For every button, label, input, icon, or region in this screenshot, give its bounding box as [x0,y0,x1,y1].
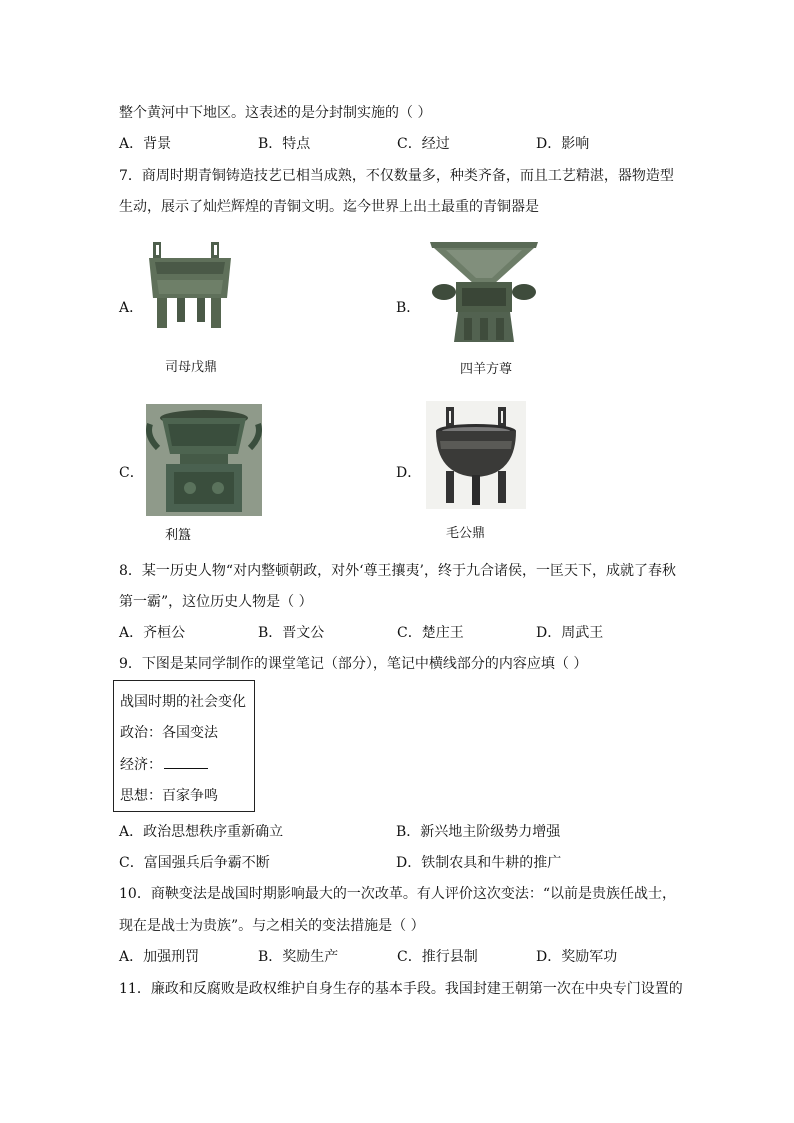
q8-option-a: A．齐桓公 [119,625,186,641]
maogong-ding-image [426,401,526,509]
q10-option-b: B．奖励生产 [258,949,339,965]
q7-label-a: A． [119,300,144,316]
q8-option-c: C．楚庄王 [397,625,464,641]
q9-option-c: C．富国强兵后争霸不断 [119,855,270,871]
q8-option-d: D．周武王 [536,625,604,641]
q8-line2: 第一霸”，这位历史人物是（ ） [119,594,313,610]
simuwu-ding-image [145,240,235,332]
notes-politics: 政治：各国变法 [120,725,218,741]
q6-option-b: B．特点 [258,136,311,152]
q11-line1: 11．廉政和反腐败是政权维护自身生存的基本手段。我国封建王朝第一次在中央专门设置的 [119,981,683,997]
q6-option-c: C．经过 [397,136,450,152]
q10-option-c: C．推行县制 [397,949,478,965]
q7-line2: 生动，展示了灿烂辉煌的青铜文明。迄今世界上出土最重的青铜器是 [119,199,539,215]
q9-option-d: D．铁制农具和牛耕的推广 [396,855,562,871]
q7-caption-d: 毛公鼎 [446,526,486,541]
notes-blank [164,756,208,769]
notes-economy: 经济： [120,757,162,773]
q7-caption-a: 司母戊鼎 [165,360,218,375]
notes-title: 战国时期的社会变化 [120,694,246,710]
q10-line1: 10．商鞅变法是战国时期影响最大的一次改革。有人评价这次变法：“以前是贵族任战士， [119,886,676,902]
q7-caption-b: 四羊方尊 [460,362,513,377]
q9-option-a: A．政治思想秩序重新确立 [119,824,284,840]
q9-option-b: B．新兴地主阶级势力增强 [396,824,561,840]
q9-line1: 9．下图是某同学制作的课堂笔记（部分），笔记中横线部分的内容应填（ ） [119,656,588,672]
q6-option-d: D．影响 [536,136,590,152]
q7-caption-c: 利簋 [165,528,192,543]
q10-option-d: D．奖励军功 [536,949,618,965]
q8-option-b: B．晋文公 [258,625,325,641]
q7-label-b: B． [396,300,421,316]
q7-label-c: C． [119,465,144,481]
class-notes-box [113,680,255,812]
li-gui-image [146,404,262,516]
notes-economy-row [120,754,208,774]
q10-option-a: A．加强刑罚 [119,949,200,965]
q7-label-d: D． [396,465,422,481]
q6-text: 整个黄河中下地区。这表述的是分封制实施的（ ） [119,105,432,121]
q8-line1: 8．某一历史人物“对内整顿朝政，对外‘尊王攘夷’，终于九合诸侯，一匡天下，成就了春秋 [119,563,676,579]
notes-thought: 思想：百家争鸣 [120,788,218,804]
q6-option-a: A．背景 [119,136,172,152]
q10-line2: 现在是战士为贵族”。与之相关的变法措施是（ ） [119,918,425,934]
q7-line1: 7．商周时期青铜铸造技艺已相当成熟，不仅数量多，种类齐备，而且工艺精湛，器物造型 [119,168,674,184]
siyang-fangzun-image [424,240,544,346]
